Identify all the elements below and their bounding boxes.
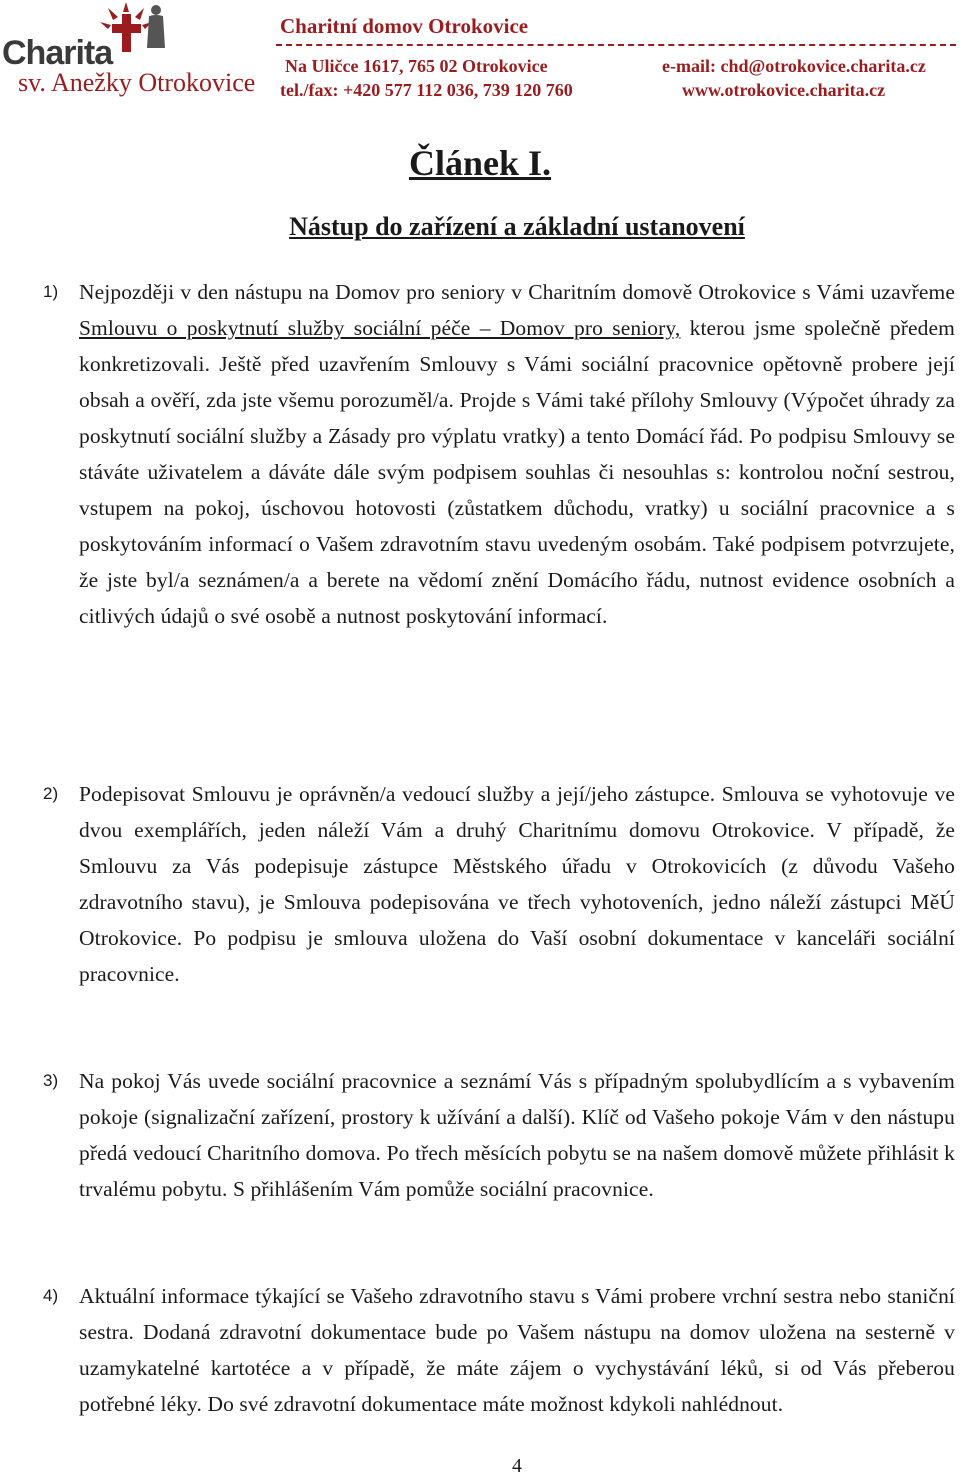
article-title: Článek I. bbox=[408, 143, 552, 183]
address: Na Uličce 1617, 765 02 Otrokovice bbox=[285, 56, 548, 76]
letterhead bbox=[0, 0, 960, 108]
organization-name: Charitní domov Otrokovice bbox=[280, 14, 529, 38]
phone: tel./fax: +420 577 112 036, 739 120 760 bbox=[280, 80, 573, 100]
paragraph-text: Aktuální informace týkající se Vašeho zdravotního stavu s Vámi probere vrchní sestra nebo staniční sestra. Dodaná zdravotní dokumentace bude po Vašem nástupu na domov uložena na sesterně v uzamykatelné kartotéce a v případě, že máte zájem o vychystávání léků, si od Vás přeberou potřebné léky. Do své zdravotní dokumentace máte možnost kdykoli nahlédnout. bbox=[79, 1284, 955, 1416]
contract-name: Smlouvu o poskytnutí služby sociální péče – Domov pro seniory, bbox=[79, 316, 681, 340]
paragraph-number: 1) bbox=[43, 282, 59, 301]
header-divider bbox=[276, 44, 956, 46]
paragraph-number: 3) bbox=[43, 1071, 59, 1090]
paragraph-text: Podepisovat Smlouvu je oprávněn/a vedoucí služby a její/jeho zástupce. Smlouva se vyhotovuje ve dvou exemplářích, jeden náleží Vám a druhý Charitnímu domovu Otrokovice. V případě, že Smlouvu za Vás podepisuje zástupce Městského úřadu v Otrokovicích (z důvodu Vašeho zdravotního stavu), je Smlouva podepisována ve třech vyhotoveních, jedno náleží zástupci MěÚ Otrokovice. Po podpisu je smlouva uložena do Vaší osobní dokumentace v kanceláři sociální pracovnice. bbox=[79, 782, 955, 986]
paragraph-text: Na pokoj Vás uvede sociální pracovnice a seznámí Vás s případným spolubydlícím a s vybavením pokoje (signalizační zařízení, prostory k užívání a další). Klíč od Vašeho pokoje Vám v den nástupu předá vedoucí Charitního domova. Po třech měsících pobytu se na našem domově můžete přihlásit k trvalému pobytu. S přihlášením Vám pomůže sociální pracovnice. bbox=[79, 1069, 955, 1201]
paragraph-number: 2) bbox=[43, 784, 59, 803]
email-link[interactable]: e-mail: chd@otrokovice.charita.cz bbox=[662, 56, 926, 76]
logo-subtitle: sv. Anežky Otrokovice bbox=[18, 68, 256, 97]
charita-logo bbox=[0, 0, 262, 100]
website-link[interactable]: www.otrokovice.charita.cz bbox=[682, 80, 886, 100]
paragraph-text-part: Nejpozději v den nástupu na Domov pro seniory v Charitním domově Otrokovice s Vámi uzavřeme bbox=[79, 280, 955, 304]
logo-wordmark: Charita bbox=[2, 34, 113, 72]
paragraph-number: 4) bbox=[43, 1286, 59, 1305]
cross-flame-icon bbox=[86, 0, 166, 62]
paragraph-text-part: kterou jsme společně předem konkretizovali. Ještě před uzavřením Smlouvy s Vámi sociální pracovnice opětovně probere její obsah a ověří, zda jste všemu porozuměl/a. Projde s Vámi také přílohy Smlouvy (Výpočet úhrady za poskytnutí sociální služby a Zásady pro výplatu vratky) a tento Domácí řád. Po podpisu Smlouvy se stáváte uživatelem a dáváte dále svým podpisem souhlas či nesouhlas s: kontrolou noční sestrou, vstupem na pokoj, úschovou hotovosti (zůstatkem důchodu, vratky) u sociální pracovnice a s poskytováním informací o Vašem zdravotním stavu uvedeným osobám. Také podpisem potvrzujete, že jste byl/a seznámen/a a berete na vědomí znění Domácího řádu, nutnost evidence osobních a citlivých údajů o své osobě a nutnost poskytování informací. bbox=[79, 316, 955, 628]
article-subtitle: Nástup do zařízení a základní ustanovení bbox=[289, 212, 745, 241]
page-number: 4 bbox=[512, 1455, 522, 1477]
paragraph-text bbox=[79, 274, 955, 634]
